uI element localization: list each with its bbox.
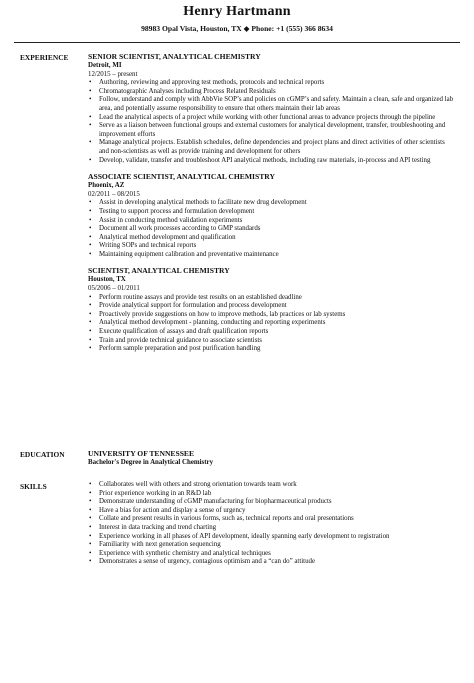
job-bullets — [88, 79, 456, 165]
bullet-item: • Train and provide technical guidance to associate scientists — [88, 337, 456, 346]
skill-item: • Experience with synthetic chemistry and analytical techniques — [88, 550, 456, 559]
bullet-item: • Assist in developing analytical methods to facilitate new drug development — [88, 199, 456, 208]
job-title: SENIOR SCIENTIST, ANALYTICAL CHEMISTRY — [88, 52, 261, 61]
job-entry — [88, 172, 456, 259]
skill-item: • Collate and present results in various forms, such as, technical reports and oral presentations — [88, 515, 456, 524]
experience-label: EXPERIENCE — [20, 53, 69, 62]
job-entry — [88, 266, 456, 353]
skill-item: • Familiarity with next generation sequencing — [88, 541, 456, 550]
bullet-item: • Proactively provide suggestions on how to improve methods, lab practices or lab systems — [88, 311, 456, 320]
degree: Bachelor's Degree in Analytical Chemistry — [88, 459, 214, 466]
resume-name: Henry Hartmann — [183, 4, 291, 19]
bullet-item: • Serve as a liaison between functional groups and external customers for analytical development, transfer, troubleshooting and improvement efforts — [88, 122, 456, 139]
bullet-item: • Lead the analytical aspects of a project while working with other functional areas to advance projects through the pipeline — [88, 114, 456, 123]
skill-item: • Demonstrates a sense of urgency, contagious optimism and a “can do” attitude — [88, 558, 456, 567]
bullet-item: • Follow, understand and comply with AbbVie SOP’s and policies on cGMP’s and safety. Maintain a clean, safe and organized lab area, and potentially assume responsibility to ensure that others maintain their lab areas — [88, 96, 456, 113]
school-name: UNIVERSITY OF TENNESSEE — [88, 449, 195, 458]
job-entry — [88, 52, 456, 165]
bullet-item: • Maintaining equipment calibration and preventative maintenance — [88, 251, 456, 260]
bullet-item: • Provide analytical support for formulation and process development — [88, 302, 456, 311]
skill-item: • Collaborates well with others and strong orientation towards team work — [88, 481, 456, 490]
bullet-item: • Execute qualification of assays and draft qualification reports — [88, 328, 456, 337]
skill-item: • Have a bias for action and display a sense of urgency — [88, 507, 456, 516]
job-location: Houston, TX — [88, 276, 126, 284]
bullet-item: • Perform routine assays and provide test results on an established deadline — [88, 294, 456, 303]
job-location: Phoenix, AZ — [88, 182, 125, 190]
bullet-item: • Analytical method development - planning, conducting and reporting experiments — [88, 319, 456, 328]
skill-item: • Interest in data tracking and trend charting — [88, 524, 456, 533]
bullet-item: • Document all work processes according to GMP standards — [88, 225, 456, 234]
bullet-item: • Chromatographic Analyses including Process Related Residuals — [88, 88, 456, 97]
job-dates: 12/2015 – present — [88, 70, 138, 78]
skill-item: • Demonstrate understanding of cGMP manufacturing for biopharmaceutical products — [88, 498, 456, 507]
education-label: EDUCATION — [20, 450, 65, 459]
job-title: SCIENTIST, ANALYTICAL CHEMISTRY — [88, 266, 230, 276]
job-bullets — [88, 294, 456, 354]
job-dates: 02/2011 – 08/2015 — [88, 190, 140, 198]
skill-item: • Prior experience working in an R&D lab — [88, 490, 456, 499]
bullet-item: • Authoring, reviewing and approving test methods, protocols and technical reports — [88, 79, 456, 88]
skill-item: • Experience working in all phases of API development, ideally spanning early development to registration — [88, 533, 456, 542]
bullet-item: • Develop, validate, transfer and troubleshoot API analytical methods, including raw materials, in-process and API testing — [88, 157, 456, 166]
bullet-item: • Writing SOPs and technical reports — [88, 242, 456, 251]
skills-label: SKILLS — [20, 482, 47, 491]
job-title: ASSOCIATE SCIENTIST, ANALYTICAL CHEMISTRY — [88, 172, 275, 182]
bullet-item: • Testing to support process and formulation development — [88, 208, 456, 217]
education-section — [88, 449, 456, 468]
skills-section — [88, 481, 456, 567]
bullet-item: • Manage analytical projects. Establish schedules, define dependencies and project plans and direct activities of other scientists and non-scientists as well as provide training and development for others — [88, 139, 456, 156]
bullet-item: • Perform sample preparation and post purification handling — [88, 345, 456, 354]
contact-line: 98983 Opal Vista, Houston, TX ◆ Phone: +1 (555) 366 8634 — [141, 24, 333, 33]
bullet-item: • Analytical method development and qualification — [88, 234, 456, 243]
job-bullets — [88, 199, 456, 259]
experience-section — [88, 52, 456, 361]
job-dates: 05/2006 – 01/2011 — [88, 285, 140, 293]
skills-list — [88, 481, 456, 567]
bullet-item: • Assist in conducting method validation experiments — [88, 217, 456, 226]
job-location: Detroit, MI — [88, 62, 122, 69]
header-divider — [14, 42, 460, 43]
